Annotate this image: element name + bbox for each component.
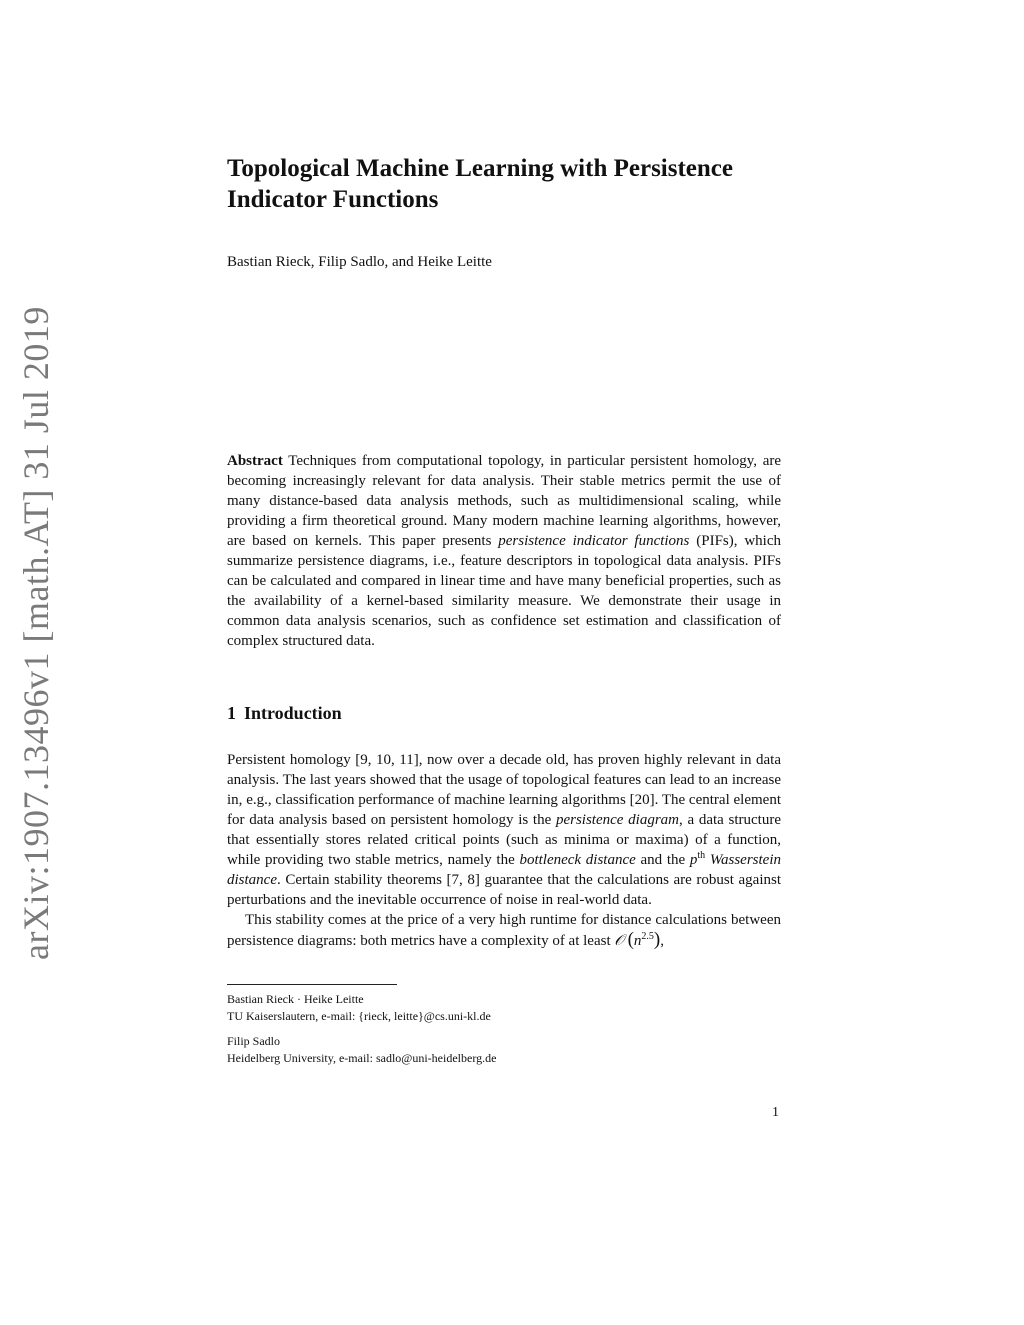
affiliation-address: Heidelberg University, e-mail: sadlo@uni-heidelberg.de xyxy=(227,1051,497,1065)
affiliation-block-1 xyxy=(227,991,787,1025)
intro-text: This stability comes at the price of a very high runtime for distance calculations between persistence diagrams: both metrics have a complexity of at least xyxy=(227,912,781,949)
term-bottleneck-distance: bottleneck distance xyxy=(519,852,636,868)
author-list: Bastian Rieck, Filip Sadlo, and Heike Leitte xyxy=(227,254,492,270)
superscript-th: th xyxy=(697,850,706,861)
term-persistence-diagram: persistence diagram xyxy=(555,812,679,828)
introduction-body xyxy=(227,750,781,951)
section-number: 1 xyxy=(227,703,236,723)
footnote-divider xyxy=(227,984,397,985)
intro-text: Persistent homology [9, 10, 11], now over a decade old, has proven highly relevant in data analysis. The last years showed that the usage of topological features can lead to an increase in, e.g., classification performance of machine learning algorithms [20]. The central element for data analysis based on persistent homology is the xyxy=(227,752,781,828)
intro-paragraph-2: This stability comes at the price of a very high runtime for distance calculations between persistence diagrams: both metrics have a complexity of at least 𝒪 $(n^{2.5})$, xyxy=(227,912,781,950)
intro-text: and the xyxy=(635,852,690,868)
page-number: 1 xyxy=(772,1105,779,1120)
affiliation-names: Bastian Rieck · Heike Leitte xyxy=(227,992,364,1006)
intro-text: . Certain stability theorems [7, 8] guarantee that the calculations are robust against perturbations and the inevitable occurrence of noise in real-world data. xyxy=(227,872,781,908)
paper-title: Topological Machine Learning with Persistence Indicator Functions xyxy=(227,155,733,213)
arxiv-identifier-stamp: arXiv:1907.13496v1 [math.AT] 31 Jul 2019 xyxy=(16,306,56,960)
intro-paragraph-1 xyxy=(227,750,781,910)
affiliation-block-2 xyxy=(227,1033,787,1067)
term-wasserstein-distance: Wasserstein distance xyxy=(227,852,782,888)
section-heading-introduction xyxy=(227,702,342,724)
abstract-emphasis: persistence indicator functions xyxy=(498,533,690,549)
author-affiliations xyxy=(227,991,787,1075)
abstract-text-continued: (PIFs), which summarize persistence diagrams, i.e., feature descriptors in topological data analysis. PIFs can be calculated and compared in linear time and have many beneficial properties, such as the availability of a kernel-based similarity measure. We demonstrate their usage in common data analysis scenarios, such as confidence set estimation and classification of complex structured data. xyxy=(227,533,781,649)
math-n: n xyxy=(633,933,642,949)
math-p: p xyxy=(689,852,698,868)
intro-text: , a data structure that essentially stores related critical points (such as minima or maxima) of a function, while providing two stable metrics, namely the xyxy=(227,812,781,868)
abstract xyxy=(227,451,781,651)
section-title: Introduction xyxy=(244,703,342,723)
affiliation-names: Filip Sadlo xyxy=(227,1034,281,1048)
abstract-heading: Abstract xyxy=(227,453,283,469)
affiliation-address: TU Kaiserslautern, e-mail: {rieck, leitte}@cs.uni-kl.de xyxy=(227,1009,491,1023)
abstract-text: Techniques from computational topology, in particular persistent homology, are becoming increasingly relevant for data analysis. Their stable metrics permit the use of many distance-based data analysis methods, such as multidimensional scaling, while providing a firm theoretical ground. Many modern machine learning algorithms, however, are based on kernels. This paper presents xyxy=(227,453,782,549)
math-big-o: 𝒪 xyxy=(614,933,624,949)
intro-text: , xyxy=(660,933,664,949)
math-exponent: 2.5 xyxy=(641,931,654,942)
